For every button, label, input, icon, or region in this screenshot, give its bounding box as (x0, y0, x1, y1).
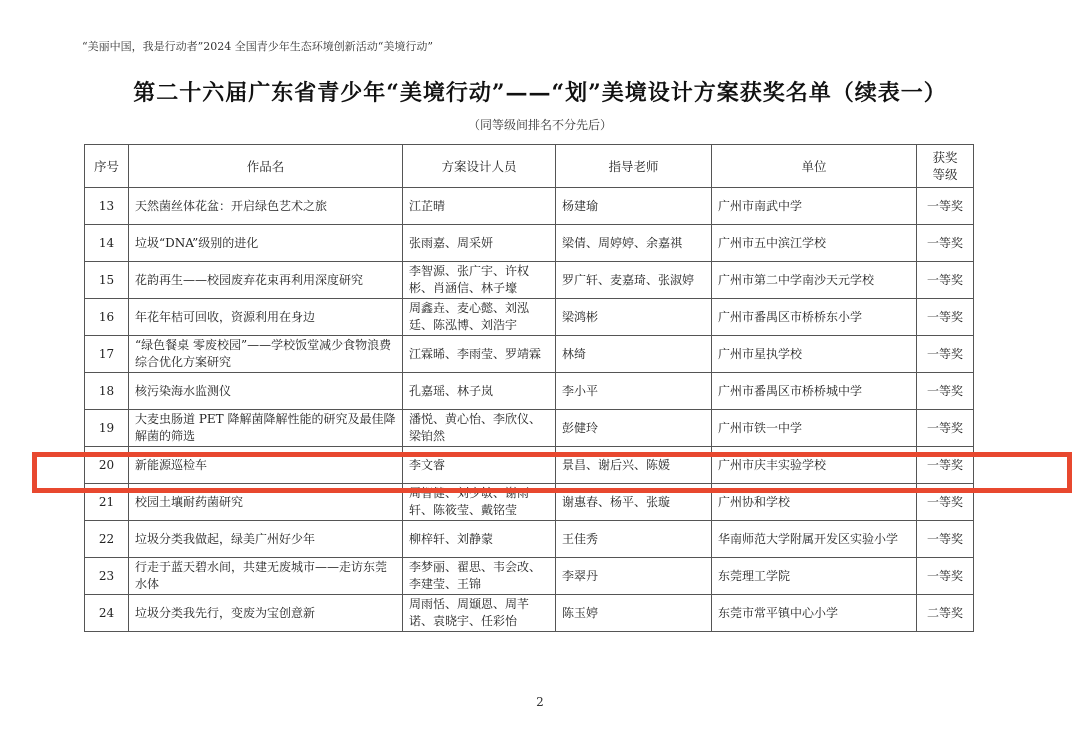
cell-work: 行走于蓝天碧水间，共建无废城市——走访东莞水体 (129, 558, 403, 595)
table-row (85, 336, 974, 373)
cell-designers: 周智健、刘少敏、谢雨轩、陈筱莹、戴铭莹 (403, 484, 556, 521)
cell-work: 天然菌丝体花盆：开启绿色艺术之旅 (129, 188, 403, 225)
cell-no: 17 (85, 336, 129, 373)
cell-level: 一等奖 (917, 299, 974, 336)
cell-no: 19 (85, 410, 129, 447)
cell-designers: 李智源、张广宇、许权彬、肖涵信、林子壕 (403, 262, 556, 299)
cell-level: 一等奖 (917, 262, 974, 299)
cell-no: 22 (85, 521, 129, 558)
table-header-row (85, 145, 974, 188)
cell-work: 花韵再生——校园废弃花束再利用深度研究 (129, 262, 403, 299)
cell-teachers: 李翠丹 (556, 558, 712, 595)
cell-work: 年花年桔可回收，资源利用在身边 (129, 299, 403, 336)
cell-designers: 李文睿 (403, 447, 556, 484)
cell-unit: 广州市铁一中学 (712, 410, 917, 447)
document-subtitle: （同等级间排名不分先后） (467, 118, 612, 132)
table-row (85, 373, 974, 410)
cell-level: 一等奖 (917, 336, 974, 373)
table-row (85, 225, 974, 262)
cell-no: 20 (85, 447, 129, 484)
table-row (85, 299, 974, 336)
awards-table (84, 144, 974, 632)
cell-work: 核污染海水监测仪 (129, 373, 403, 410)
cell-work: “绿色餐桌 零废校园”——学校饭堂减少食物浪费综合优化方案研究 (129, 336, 403, 373)
cell-work: 校园土壤耐药菌研究 (129, 484, 403, 521)
header-no: 序号 (85, 145, 129, 188)
cell-teachers: 彭健玲 (556, 410, 712, 447)
header-level-line1: 获奖 (932, 150, 958, 165)
cell-unit: 东莞市常平镇中心小学 (712, 595, 917, 632)
cell-teachers: 梁倩、周婷婷、余嘉祺 (556, 225, 712, 262)
table-row (85, 410, 974, 447)
cell-work: 垃圾“DNA”级别的进化 (129, 225, 403, 262)
cell-unit: 华南师范大学附属开发区实验小学 (712, 521, 917, 558)
cell-designers: 江芷晴 (403, 188, 556, 225)
cell-level: 一等奖 (917, 373, 974, 410)
cell-work: 大麦虫肠道 PET 降解菌降解性能的研究及最佳降解菌的筛选 (129, 410, 403, 447)
cell-teachers: 陈玉婷 (556, 595, 712, 632)
header-level (917, 145, 974, 188)
cell-unit: 广州市星执学校 (712, 336, 917, 373)
cell-unit: 广州市第二中学南沙天元学校 (712, 262, 917, 299)
header-work: 作品名 (129, 145, 403, 188)
header-unit: 单位 (712, 145, 917, 188)
cell-level: 二等奖 (917, 595, 974, 632)
cell-teachers: 杨建瑜 (556, 188, 712, 225)
cell-level: 一等奖 (917, 410, 974, 447)
cell-work: 新能源巡检车 (129, 447, 403, 484)
cell-unit: 广州市番禺区市桥桥东小学 (712, 299, 917, 336)
cell-no: 21 (85, 484, 129, 521)
table-row (85, 188, 974, 225)
table-row (85, 521, 974, 558)
cell-designers: 周鑫垚、麦心懿、刘泓廷、陈泓博、刘浩宇 (403, 299, 556, 336)
cell-work: 垃圾分类我做起，绿美广州好少年 (129, 521, 403, 558)
cell-no: 15 (85, 262, 129, 299)
cell-unit: 东莞理工学院 (712, 558, 917, 595)
cell-level: 一等奖 (917, 225, 974, 262)
table-row (85, 262, 974, 299)
header-note: “美丽中国，我是行动者”2024 全国青少年生态环境创新活动“美境行动” (82, 40, 433, 53)
table-row (85, 558, 974, 595)
header-teachers: 指导老师 (556, 145, 712, 188)
cell-no: 24 (85, 595, 129, 632)
cell-unit: 广州市五中滨江学校 (712, 225, 917, 262)
cell-designers: 张雨嘉、周采妍 (403, 225, 556, 262)
cell-no: 13 (85, 188, 129, 225)
cell-unit: 广州协和学校 (712, 484, 917, 521)
cell-level: 一等奖 (917, 447, 974, 484)
cell-teachers: 李小平 (556, 373, 712, 410)
cell-unit: 广州市南武中学 (712, 188, 917, 225)
cell-level: 一等奖 (917, 484, 974, 521)
cell-teachers: 梁鸿彬 (556, 299, 712, 336)
cell-unit: 广州市庆丰实验学校 (712, 447, 917, 484)
header-level-line2: 等级 (932, 167, 958, 182)
document-title: 第二十六届广东省青少年“美境行动”——“划”美境设计方案获奖名单（续表一） (133, 80, 947, 106)
cell-designers: 孔嘉瑶、林子岚 (403, 373, 556, 410)
cell-no: 16 (85, 299, 129, 336)
cell-unit: 广州市番禺区市桥桥城中学 (712, 373, 917, 410)
cell-level: 一等奖 (917, 558, 974, 595)
cell-no: 14 (85, 225, 129, 262)
highlight-box (32, 452, 1072, 493)
cell-work: 垃圾分类我先行，变废为宝创意新 (129, 595, 403, 632)
cell-designers: 柳梓轩、刘静蒙 (403, 521, 556, 558)
cell-designers: 李梦丽、翟思、韦会改、李建莹、王锦 (403, 558, 556, 595)
cell-teachers: 林绮 (556, 336, 712, 373)
cell-teachers: 谢惠春、杨平、张璇 (556, 484, 712, 521)
cell-level: 一等奖 (917, 521, 974, 558)
cell-teachers: 罗广轩、麦嘉琦、张淑婷 (556, 262, 712, 299)
cell-teachers: 王佳秀 (556, 521, 712, 558)
header-designers: 方案设计人员 (403, 145, 556, 188)
cell-no: 18 (85, 373, 129, 410)
page-number: 2 (536, 695, 544, 709)
cell-designers: 潘悦、黄心怡、李欣仪、梁铂然 (403, 410, 556, 447)
cell-level: 一等奖 (917, 188, 974, 225)
cell-no: 23 (85, 558, 129, 595)
table-row (85, 595, 974, 632)
cell-teachers: 景昌、谢后兴、陈媛 (556, 447, 712, 484)
cell-designers: 江霖晞、李雨莹、罗靖霖 (403, 336, 556, 373)
cell-designers: 周雨恬、周颋恩、周芊诺、袁晓宇、任彩怡 (403, 595, 556, 632)
